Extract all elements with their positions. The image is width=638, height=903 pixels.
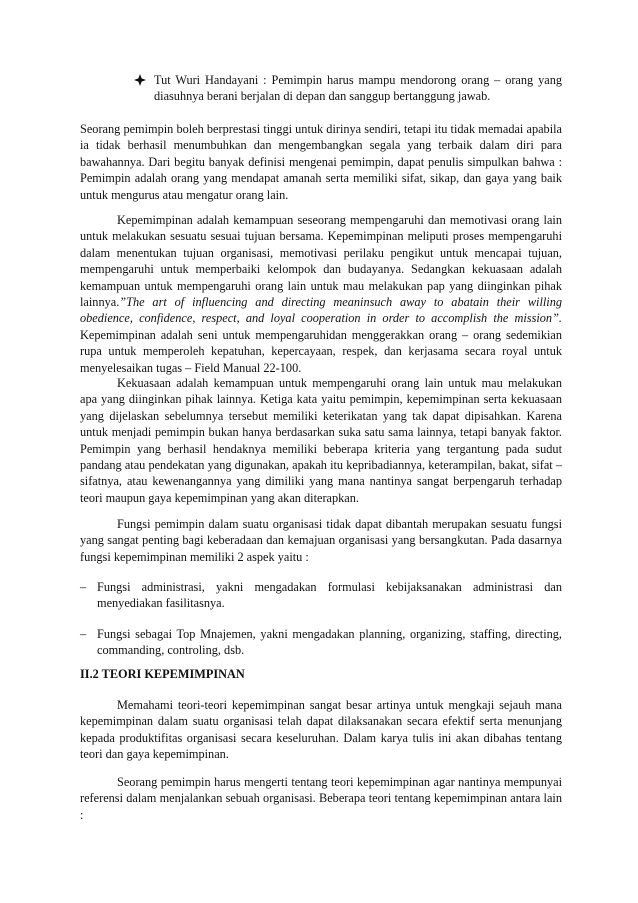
bullet-text: Tut Wuri Handayani : Pemimpin harus mampu mendorong orang – orang yang diasuhnya berani berjalan di depan dan sanggup bertanggung jawab.: [154, 73, 562, 104]
kepemimpinan-text-continued: Kepemimpinan adalah seni untuk mempengaruhidan menggerakkan orang – orang sedemikian rupa untuk memperoleh kepatuhan, kepercayaan, respek, dan kerjasama secara royal untuk menyelesaikan tugas – Field Manual 22-100.: [80, 327, 562, 375]
paragraph-teori-list-intro: Seorang pemimpin harus mengerti tentang teori kepemimpinan agar nantinya mempunyai referensi dalam menjalankan sebuah organisasi. Beberapa teori tentang kepemimpinan antara lain :: [80, 775, 562, 822]
paragraph-kekuasaan: Kekuasaan adalah kemampuan untuk mempengaruhi orang lain untuk mau melakukan apa yang diinginkan pihak lainnya. Ketiga kata yaitu pemimpin, kepemimpinan serta kekuasaan yang dijelaskan sebelumnya tersebut memiliki keterikatan yang tak dapat dipisahkan. Karena untuk menjadi pemimpin bukan hanya berdasarkan suka satu sama lainnya, tetapi banyak faktor. Pemimpin yang berhasil hendaknya memiliki beberapa kriteria yang tergantung pada sudut pandang atau pendekatan yang digunakan, apakah itu kepribadiannya, keterampilan, bakat, sifat – sifatnya, atau kewenangannya yang dimiliki yang mana nantinya sangat berpengaruh terhadap teori maupun gaya kepemimpinan yang akan diterapkan.: [80, 376, 562, 505]
paragraph-kepemimpinan: [80, 212, 562, 376]
list-item-text: Fungsi administrasi, yakni mengadakan formulasi kebijaksanakan administrasi dan menyediakan fasilitasnya.: [97, 580, 562, 611]
paragraph-fungsi-pemimpin: Fungsi pemimpin dalam suatu organisasi tidak dapat dibantah merupakan sesuatu fungsi yang sangat penting bagi keberadaan dan kemajuan organisasi yang bersangkutan. Pada dasarnya fungsi kepemimpinan memiliki 2 aspek yaitu :: [80, 517, 562, 564]
diamond-bullet-icon: [134, 72, 148, 88]
section-heading: II.2 TEORI KEPEMIMPINAN: [80, 667, 245, 681]
list-item-text: Fungsi sebagai Top Mnajemen, yakni mengadakan planning, organizing, staffing, directing, commanding, controling, dsb.: [97, 627, 562, 658]
dash-bullet: –: [80, 580, 87, 594]
paragraph-teori-intro: Memahami teori-teori kepemimpinan sangat besar artinya untuk mengkaji sejauh mana kepemimpinan dalam suatu organisasi telah dapat dilaksanakan secara efektif serta menunjang kepada produktifitas organisasi secara keseluruhan. Dalam karya tulis ini akan dibahas tentang teori dan gaya kepemimpinan.: [80, 698, 562, 762]
kepemimpinan-text: Kepemimpinan adalah kemampuan seseorang mempengaruhi dan memotivasi orang lain untuk melakukan sesuatu sesuai tujuan bersama. Kepemimpinan meliputi proses mempengaruhi dalam menentukan tujuan organisasi, memotivasi perilaku pengikut untuk mencapai tujuan, mempengaruhi untuk memperbaiki kelompok dan budayanya. Sedangkan kekuasaan adalah kemampuan untuk mempengaruhi orang lain untuk mau melakukan pap yang diinginkan pihak lainnya.: [80, 213, 562, 310]
dash-bullet: –: [80, 627, 87, 641]
paragraph-pemimpin-definition: Seorang pemimpin boleh berprestasi tinggi untuk dirinya sendiri, tetapi itu tidak memadai apabila ia tidak berhasil menumbuhkan dan mengembangkan segala yang terbaik dalam diri para bawahannya. Dari begitu banyak definisi mengenai pemimpin, dapat penulis simpulkan bahwa : Pemimpin adalah orang yang mendapat amanah serta memiliki sifat, sikap, dan gaya yang baik untuk mengurus atau mengatur orang lain.: [80, 122, 562, 202]
field-manual-quote: ”The art of influencing and directing meaninsuch away to abatain their willing obedience, confidence, respect, and loyal cooperation in order to accomplish the mission”.: [80, 295, 562, 326]
